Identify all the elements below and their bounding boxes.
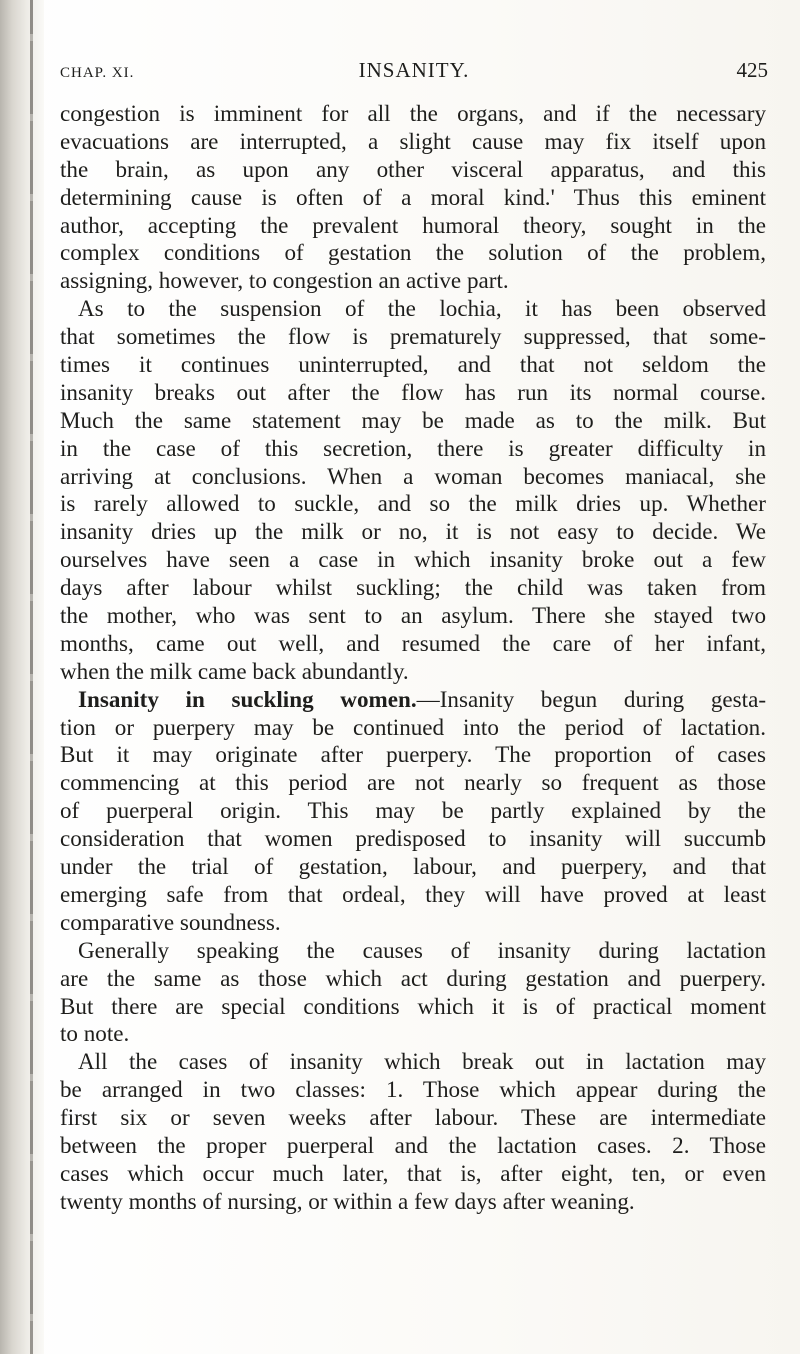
running-header <box>60 58 768 88</box>
text-line: between the proper puerperal and the lactation cases. 2. Those <box>60 1131 766 1158</box>
text-line: comparative soundness. <box>60 908 281 935</box>
text-line: But there are special conditions which it is of practical moment <box>60 992 766 1019</box>
page-text <box>60 100 766 1216</box>
text-line: days after labour whilst suckling; the child was taken from <box>60 574 766 601</box>
text-line: consideration that women predisposed to insanity will succumb <box>60 825 766 852</box>
text-line: emerging safe from that ordeal, they will have proved at least <box>60 880 766 907</box>
text-line: in the case of this secretion, there is greater difficulty in <box>60 434 766 461</box>
text-line: complex conditions of gestation the solution of the problem, <box>60 239 766 266</box>
text-line: insanity breaks out after the flow has run its normal course. <box>60 378 766 405</box>
text-line: is rarely allowed to suckle, and so the milk dries up. Whether <box>60 490 766 517</box>
text-line: determining cause is often of a moral kind.' Thus this eminent <box>60 183 766 210</box>
text-line: cases which occur much later, that is, after eight, ten, or even <box>60 1159 766 1186</box>
section-start-line <box>60 686 766 714</box>
text-line: of puerperal origin. This may be partly explained by the <box>60 797 766 824</box>
text-line: evacuations are interrupted, a slight cause may fix itself upon <box>60 127 766 154</box>
text-line: under the trial of gestation, labour, and puerpery, and that <box>60 853 766 880</box>
text-line: congestion is imminent for all the organs, and if the necessary <box>60 100 766 126</box>
page-gutter-edge <box>30 0 33 1354</box>
text-line: the mother, who was sent to an asylum. There she stayed two <box>60 602 766 629</box>
section-heading: Insanity in suckling women. <box>78 685 417 712</box>
page-binding-shadow <box>0 0 44 1354</box>
text-line: be arranged in two classes: 1. Those which appear during the <box>60 1076 766 1103</box>
text-line: first six or seven weeks after labour. These are intermediate <box>60 1104 766 1131</box>
paragraph-start-line: Generally speaking the causes of insanity during lactation <box>78 936 766 963</box>
paragraph-start-line: All the cases of insanity which break out in lactation may <box>78 1048 766 1075</box>
text-line: But it may originate after puerpery. The proportion of cases <box>60 741 766 768</box>
text-line: that sometimes the flow is prematurely suppressed, that some- <box>60 323 766 350</box>
chapter-label: CHAP. XI. <box>60 65 135 81</box>
text-line: arriving at conclusions. When a woman becomes maniacal, she <box>60 462 766 489</box>
text-line: times it continues uninterrupted, and that not seldom the <box>60 351 766 378</box>
text-line: tion or puerpery may be continued into the period of lactation. <box>60 713 766 740</box>
page-number: 425 <box>736 58 768 82</box>
text-line: when the milk came back abundantly. <box>60 657 409 684</box>
text-line: ourselves have seen a case in which insanity broke out a few <box>60 546 766 573</box>
text-line: commencing at this period are not nearly so frequent as those <box>60 769 766 796</box>
text-line: author, accepting the prevalent humoral theory, sought in the <box>60 211 766 238</box>
paragraph-start-line: As to the suspension of the lochia, it has been observed <box>78 295 766 322</box>
running-title: INSANITY. <box>358 58 470 82</box>
text-line: insanity dries up the milk or no, it is not easy to decide. We <box>60 518 766 545</box>
text-line: to note. <box>60 1020 130 1047</box>
section-lead: —Insanity begun during gesta- <box>416 685 766 712</box>
text-line: are the same as those which act during gestation and puerpery. <box>60 964 766 991</box>
text-line: Much the same statement may be made as to the milk. But <box>60 406 766 433</box>
text-line: months, came out well, and resumed the care of her infant, <box>60 629 766 656</box>
text-line: the brain, as upon any other visceral apparatus, and this <box>60 155 766 182</box>
text-line: twenty months of nursing, or within a few days after weaning. <box>60 1187 635 1214</box>
text-line: assigning, however, to congestion an active part. <box>60 267 509 294</box>
